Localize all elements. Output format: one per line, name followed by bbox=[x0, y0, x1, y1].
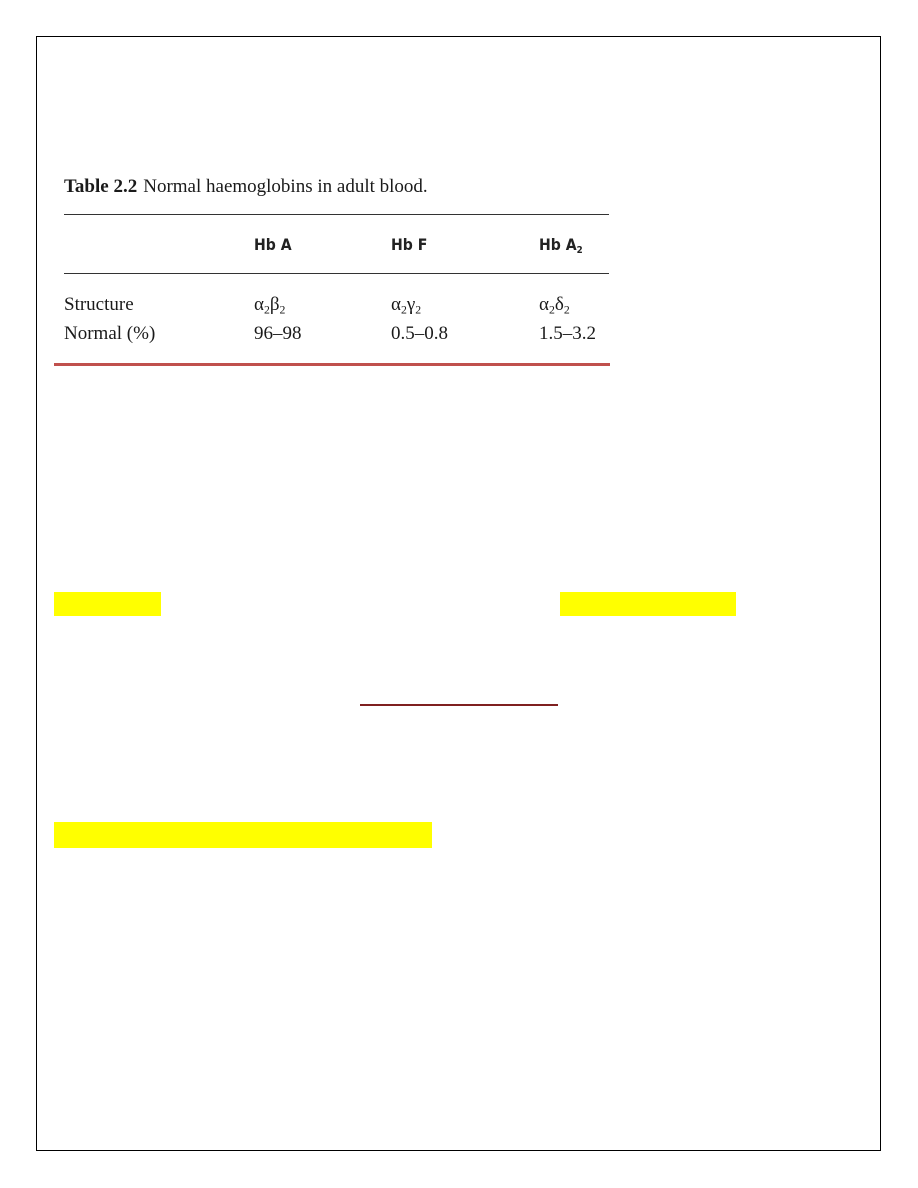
table-body bbox=[64, 274, 609, 350]
table-caption-number: Table 2.2 bbox=[64, 176, 138, 197]
cell-normal-hb-a: 96–98 bbox=[254, 323, 302, 344]
cell-structure-hb-a2: $\alpha_2\delta_2$ bbox=[539, 294, 570, 317]
row-label-structure: Structure bbox=[64, 294, 134, 315]
cell-structure-hb-a: $\alpha_2\beta_2$ bbox=[254, 294, 286, 317]
header-hb-a2: Hb $A_2$ bbox=[539, 235, 583, 256]
underline-mark bbox=[360, 704, 558, 706]
cell-structure-hb-f: $\alpha_2\gamma_2$ bbox=[391, 294, 422, 317]
table-figure bbox=[64, 174, 609, 350]
highlight-mark-1 bbox=[54, 592, 161, 616]
table-header-row bbox=[64, 215, 609, 273]
table-caption-text: Normal haemoglobins in adult blood. bbox=[143, 176, 428, 197]
highlight-mark-2 bbox=[560, 592, 736, 616]
cell-normal-hb-a2: 1.5–3.2 bbox=[539, 323, 596, 344]
row-label-normal: Normal (%) bbox=[64, 323, 156, 344]
table-caption bbox=[64, 174, 609, 204]
table-bottom-rule bbox=[54, 363, 610, 366]
header-hb-f: Hb F bbox=[391, 235, 428, 254]
header-hb-a: Hb A bbox=[254, 235, 292, 254]
cell-normal-hb-f: 0.5–0.8 bbox=[391, 323, 448, 344]
highlight-mark-3 bbox=[54, 822, 432, 848]
